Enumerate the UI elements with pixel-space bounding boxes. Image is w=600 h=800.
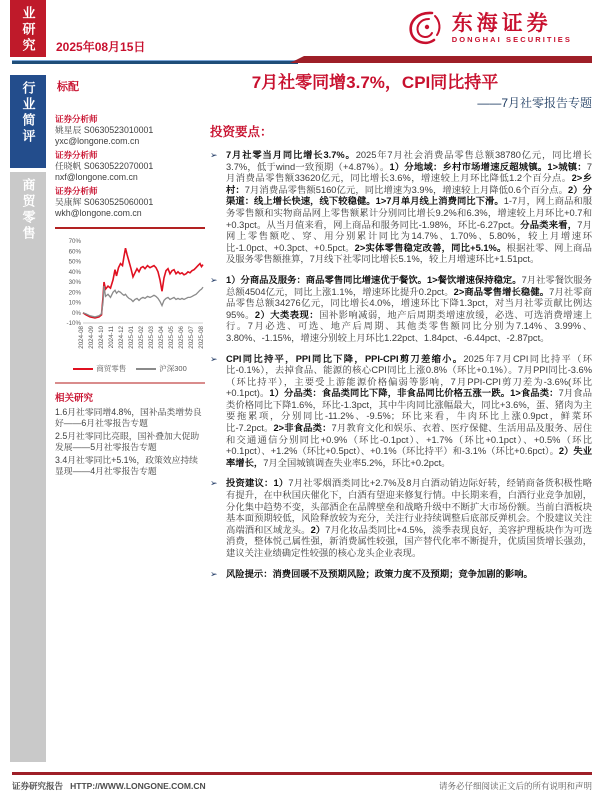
y-tick-label: 40% xyxy=(68,268,81,276)
point-text-bold: 2>非食品类： xyxy=(273,423,332,434)
point-text-bold: 分品类来看， xyxy=(520,219,578,230)
header-rule-red xyxy=(290,56,592,63)
footer xyxy=(12,780,592,792)
analyst-name-cert: 姚星辰 S0630523010001 xyxy=(55,125,154,135)
performance-chart xyxy=(55,235,205,362)
analyst-entry xyxy=(55,114,205,147)
analyst-email-link[interactable]: wkh@longone.com.cn xyxy=(55,208,142,218)
x-tick-label: 2025-07 xyxy=(188,326,195,349)
point-text: 7月社零商品零售总额34276亿元，同比增长4.0%，增速环比下降1.3pct，对当月社零贡献比例达95%。 xyxy=(226,286,592,320)
investment-point xyxy=(210,150,592,266)
point-text-bold: 风险提示： xyxy=(226,568,273,579)
related-research-item: 3.4月社零同比+5.1%，政策效应持续显现——4月社零报告专题 xyxy=(55,455,198,476)
footer-rule xyxy=(12,772,592,775)
point-text: 7月消费品零售额33620亿元，同比增长3.6%，增速较上月环比降低1.2个百分点。 xyxy=(226,161,592,184)
bullet-arrow-icon: ➢ xyxy=(210,150,218,160)
section-title-investment-points: 投资要点： xyxy=(210,125,273,139)
point-text-bold: 2>商品零售增长稳健。 xyxy=(453,286,550,297)
point-text-bold: 2>实体零售稳定改善，同比+5.1%。 xyxy=(354,242,507,253)
brand-logo xyxy=(404,8,572,48)
x-tick-label: 2025-01 xyxy=(128,326,135,349)
point-text-bold: 1）分商品及服务：商品零售同比增速优于餐饮。1>餐饮增速保持稳定。 xyxy=(226,274,522,285)
investment-point xyxy=(210,569,592,581)
related-research-list xyxy=(55,407,205,477)
legend-item xyxy=(73,363,126,374)
point-text-bold: 2）大类表现： xyxy=(254,309,320,320)
bullet-arrow-icon: ➢ xyxy=(210,274,218,285)
analyst-entry xyxy=(55,150,205,183)
point-text-bold: 2）分渠道：线上增长快速，线下较稳健。1>7月单月线上消费同比下滑。 xyxy=(226,184,592,207)
report-title: 7月社零同增3.7%，CPI同比持平 xyxy=(251,73,499,92)
x-tick-label: 2024-12 xyxy=(118,326,125,349)
sidebar-tab-label: 业研究 xyxy=(20,6,36,54)
point-text: 国补影响减弱，地产后周期类增速放缓，必选、可选消费增速上行。7月必选、可选、地产后周期、其他类零售额同比分别为7.14%、3.99%、3.80%、-1.15%，增速分别较上月环比1.22pct、1.84pct、-6.44pct、-2.87pct。 xyxy=(226,309,593,343)
legend-label: 沪深300 xyxy=(159,364,187,373)
point-text: 1-7月，网上商品和服务零售额和实物商品网上零售额累计分别同比增长9.2%和6.3%，增速较上月环比+0.7和+0.3pct。从当月值来看，网上商品和服务同比-1.98%，环比-6.27pct。 xyxy=(226,196,592,230)
point-text-bold: 2） xyxy=(310,524,326,535)
y-tick-label: 50% xyxy=(68,258,81,266)
related-research-item: 2.5月社零同比亮眼，国补叠加大促助发展——5月社零报告专题 xyxy=(55,431,200,452)
analyst-role: 证券分析师 xyxy=(55,114,98,124)
point-text-bold: 7月社零当月同比增长3.7%。 xyxy=(226,150,356,160)
related-research-title: 相关研究 xyxy=(55,393,94,404)
point-text: 7月社零餐饮服务总额4504亿元，同比上涨1.1%，增速环比提升0.2pct。 xyxy=(226,274,593,297)
point-text: 根据社零、网上商品及服务零售额推算，7月线下社零同比增长5.1%，较上月增速环比+1.51pct。 xyxy=(226,242,592,265)
report-subtitle: ——7月社零报告专题 xyxy=(477,96,592,110)
analyst-email-link[interactable]: yxc@longone.com.cn xyxy=(55,136,140,146)
x-tick-label: 2024-08 xyxy=(78,326,85,349)
point-text: 7月教育文化和娱乐、衣着、医疗保健、生活用品及服务、居住和交通通信分别同比+0.9%（环比-0.1pct）、+1.7%（环比+0.1pct）、+0.5%（环比+0.1pct）、+1.2%（环比+0.5pct）、+0.1%（环比持平）和-3.1%（环比+0.6pct）。 xyxy=(226,423,593,457)
x-tick-label: 2025-05 xyxy=(168,326,175,349)
y-tick-label: 30% xyxy=(68,279,81,286)
line-chart-svg xyxy=(55,235,205,357)
point-text: 2025年7月社会消费品零售总额38780亿元，同比增长3.7%，低于wind一致预期（+4.87%）。 xyxy=(226,150,592,172)
x-tick-label: 2025-06 xyxy=(178,326,185,349)
chart-legend xyxy=(55,363,205,374)
sidebar-tab-label: 行业简评 xyxy=(20,81,36,145)
legend-swatch xyxy=(73,368,93,370)
related-research-item: 1.6月社零同增4.8%，国补品类增势良好——6月社零报告专题 xyxy=(55,407,202,428)
x-tick-label: 2024-09 xyxy=(88,326,95,349)
analyst-name-cert: 吴康辉 S0630525060001 xyxy=(55,197,154,207)
analyst-entry xyxy=(55,186,205,219)
y-tick-label: -10% xyxy=(66,320,81,327)
point-text: 7月化妆品类同比+4.5%，淡季表现良好，美容护理板块作为可选消费，整体悦己属性强，新消费属性较强，国产替代化率不断提升，优质国货增长强劲，建议关注业绩确定性较强的核心龙头企业表现。 xyxy=(226,524,592,558)
x-tick-label: 2025-02 xyxy=(138,326,145,349)
sidebar-tab-label: 商贸零售 xyxy=(20,178,36,242)
point-text-bold: 2>乡村： xyxy=(226,173,592,195)
y-tick-label: 10% xyxy=(68,299,81,307)
brand-name-en: DONGHAI SECURITIES xyxy=(451,35,572,45)
bullet-arrow-icon: ➢ xyxy=(210,478,218,489)
point-text: 7月食品类价格同比下降1.6%，环比-1.3pct，其中牛肉同比涨幅最大，同比+3.6%，蛋、猪肉为主要拖累项，分别同比-11.2%、-9.5%；环比来看，牛肉环比上涨0.9pct，鲜菜环比-7.2pct。 xyxy=(226,388,593,434)
bullet-arrow-icon: ➢ xyxy=(210,353,218,364)
point-text: 7月消费品零售额5160亿元，同比增速为3.9%，增速较上月降低0.6个百分点。 xyxy=(244,184,569,195)
main-column xyxy=(210,122,592,589)
investment-point xyxy=(210,354,592,470)
analyst-name-cert: 任晓帆 S0630522070001 xyxy=(55,161,154,171)
y-tick-label: 70% xyxy=(68,238,81,245)
analyst-role: 证券分析师 xyxy=(55,150,98,160)
point-text-bold: 投资建议：1） xyxy=(226,478,289,489)
y-tick-label: 0% xyxy=(72,309,81,317)
points-list xyxy=(210,150,592,580)
point-text-bold: CPI同比持平，PPI同比下降，PPI-CPI剪刀差缩小。 xyxy=(226,353,464,364)
legend-item xyxy=(136,363,187,374)
footer-url-link[interactable]: HTTP://WWW.LONGONE.COM.CN xyxy=(70,781,206,791)
y-tick-label: 60% xyxy=(68,248,81,256)
footer-left xyxy=(12,780,206,792)
x-tick-label: 2025-03 xyxy=(148,326,155,349)
analyst-role: 证券分析师 xyxy=(55,186,98,196)
footer-report-type: 证券研究报告 xyxy=(12,781,64,791)
series-line-商贸零售 xyxy=(83,248,203,318)
point-text: 7月全国城镇调查失业率5.2%，环比+0.2pct。 xyxy=(263,457,451,468)
y-tick-label: 20% xyxy=(68,289,81,297)
point-text-bold: 1）分品类：食品类同比下降，非食品同比价格五涨一跌。1>食品类： xyxy=(269,388,559,399)
analyst-email-link[interactable]: nxf@longone.com.cn xyxy=(55,172,138,182)
brand-name-cn: 东海证券 xyxy=(451,11,552,35)
point-text-bold: 2）失业率增长， xyxy=(226,446,593,468)
investment-point xyxy=(210,275,592,345)
sidebar-tab-industry-brief xyxy=(10,75,46,168)
x-tick-label: 2025-08 xyxy=(198,326,205,349)
divider xyxy=(55,227,205,229)
x-tick-label: 2025-04 xyxy=(158,326,165,349)
header-rule-blue xyxy=(12,60,298,64)
point-text: 2025年7月CPI同比持平（环比-0.1%），去掉食品、能源的核心CPI同比上涨0.8%（环比+0.1%）。7月PPI同比-3.6%（环比持平），主要受上游能源价格偏弱等影响，7月PPI-CPI剪刀差为-3.6%(环比+0.1pct)。 xyxy=(226,353,592,399)
x-tick-label: 2024-10 xyxy=(98,326,105,349)
sidebar-tab-retail-trade xyxy=(10,172,46,762)
point-text: 7月社零烟酒类同比+2.7%及8月白酒动销边际好转，经销商备货积极性略有提升，在中秋国庆催化下，白酒有望迎来修复行情。中长期来看，白酒行业竞争加剧，分化集中趋势不变，头部酒企在品牌壁垒和战略升级中不断扩大市场份额。当前白酒板块基本面预期较低，风险释放较为充分，关注行业持续调整后底部反弹机会。个股建议关注高端酒和区域龙头。 xyxy=(226,478,592,535)
legend-swatch xyxy=(136,368,156,370)
footer-disclaimer: 请务必仔细阅读正文后的所有说明和声明 xyxy=(438,781,592,791)
investment-point xyxy=(210,478,592,559)
x-tick-label: 2024-11 xyxy=(108,326,115,349)
point-text-bold: 消费回暖不及预期风险；政策力度不及预期；竞争加剧的影响。 xyxy=(272,568,533,579)
point-text: 7月网上零售额吃、穿、用分别累计同比为14.7%、1.70%、5.80%，较上月增速环比-1.0pct、+0.3pct、+0.5pct。 xyxy=(226,219,592,253)
sidebar-tab-industry-research xyxy=(10,0,46,57)
divider xyxy=(55,382,205,384)
industry-rating: 标配 xyxy=(57,81,79,93)
bullet-arrow-icon: ➢ xyxy=(210,568,218,579)
legend-label: 商贸零售 xyxy=(96,364,127,373)
analysts-list xyxy=(55,114,205,219)
phoenix-logo-icon xyxy=(404,8,444,48)
point-text-bold: 1）分地域：乡村市场增速反超城镇。1>城镇： xyxy=(389,161,587,172)
report-date: 2025年08月15日 xyxy=(56,40,146,54)
left-column xyxy=(55,114,205,479)
